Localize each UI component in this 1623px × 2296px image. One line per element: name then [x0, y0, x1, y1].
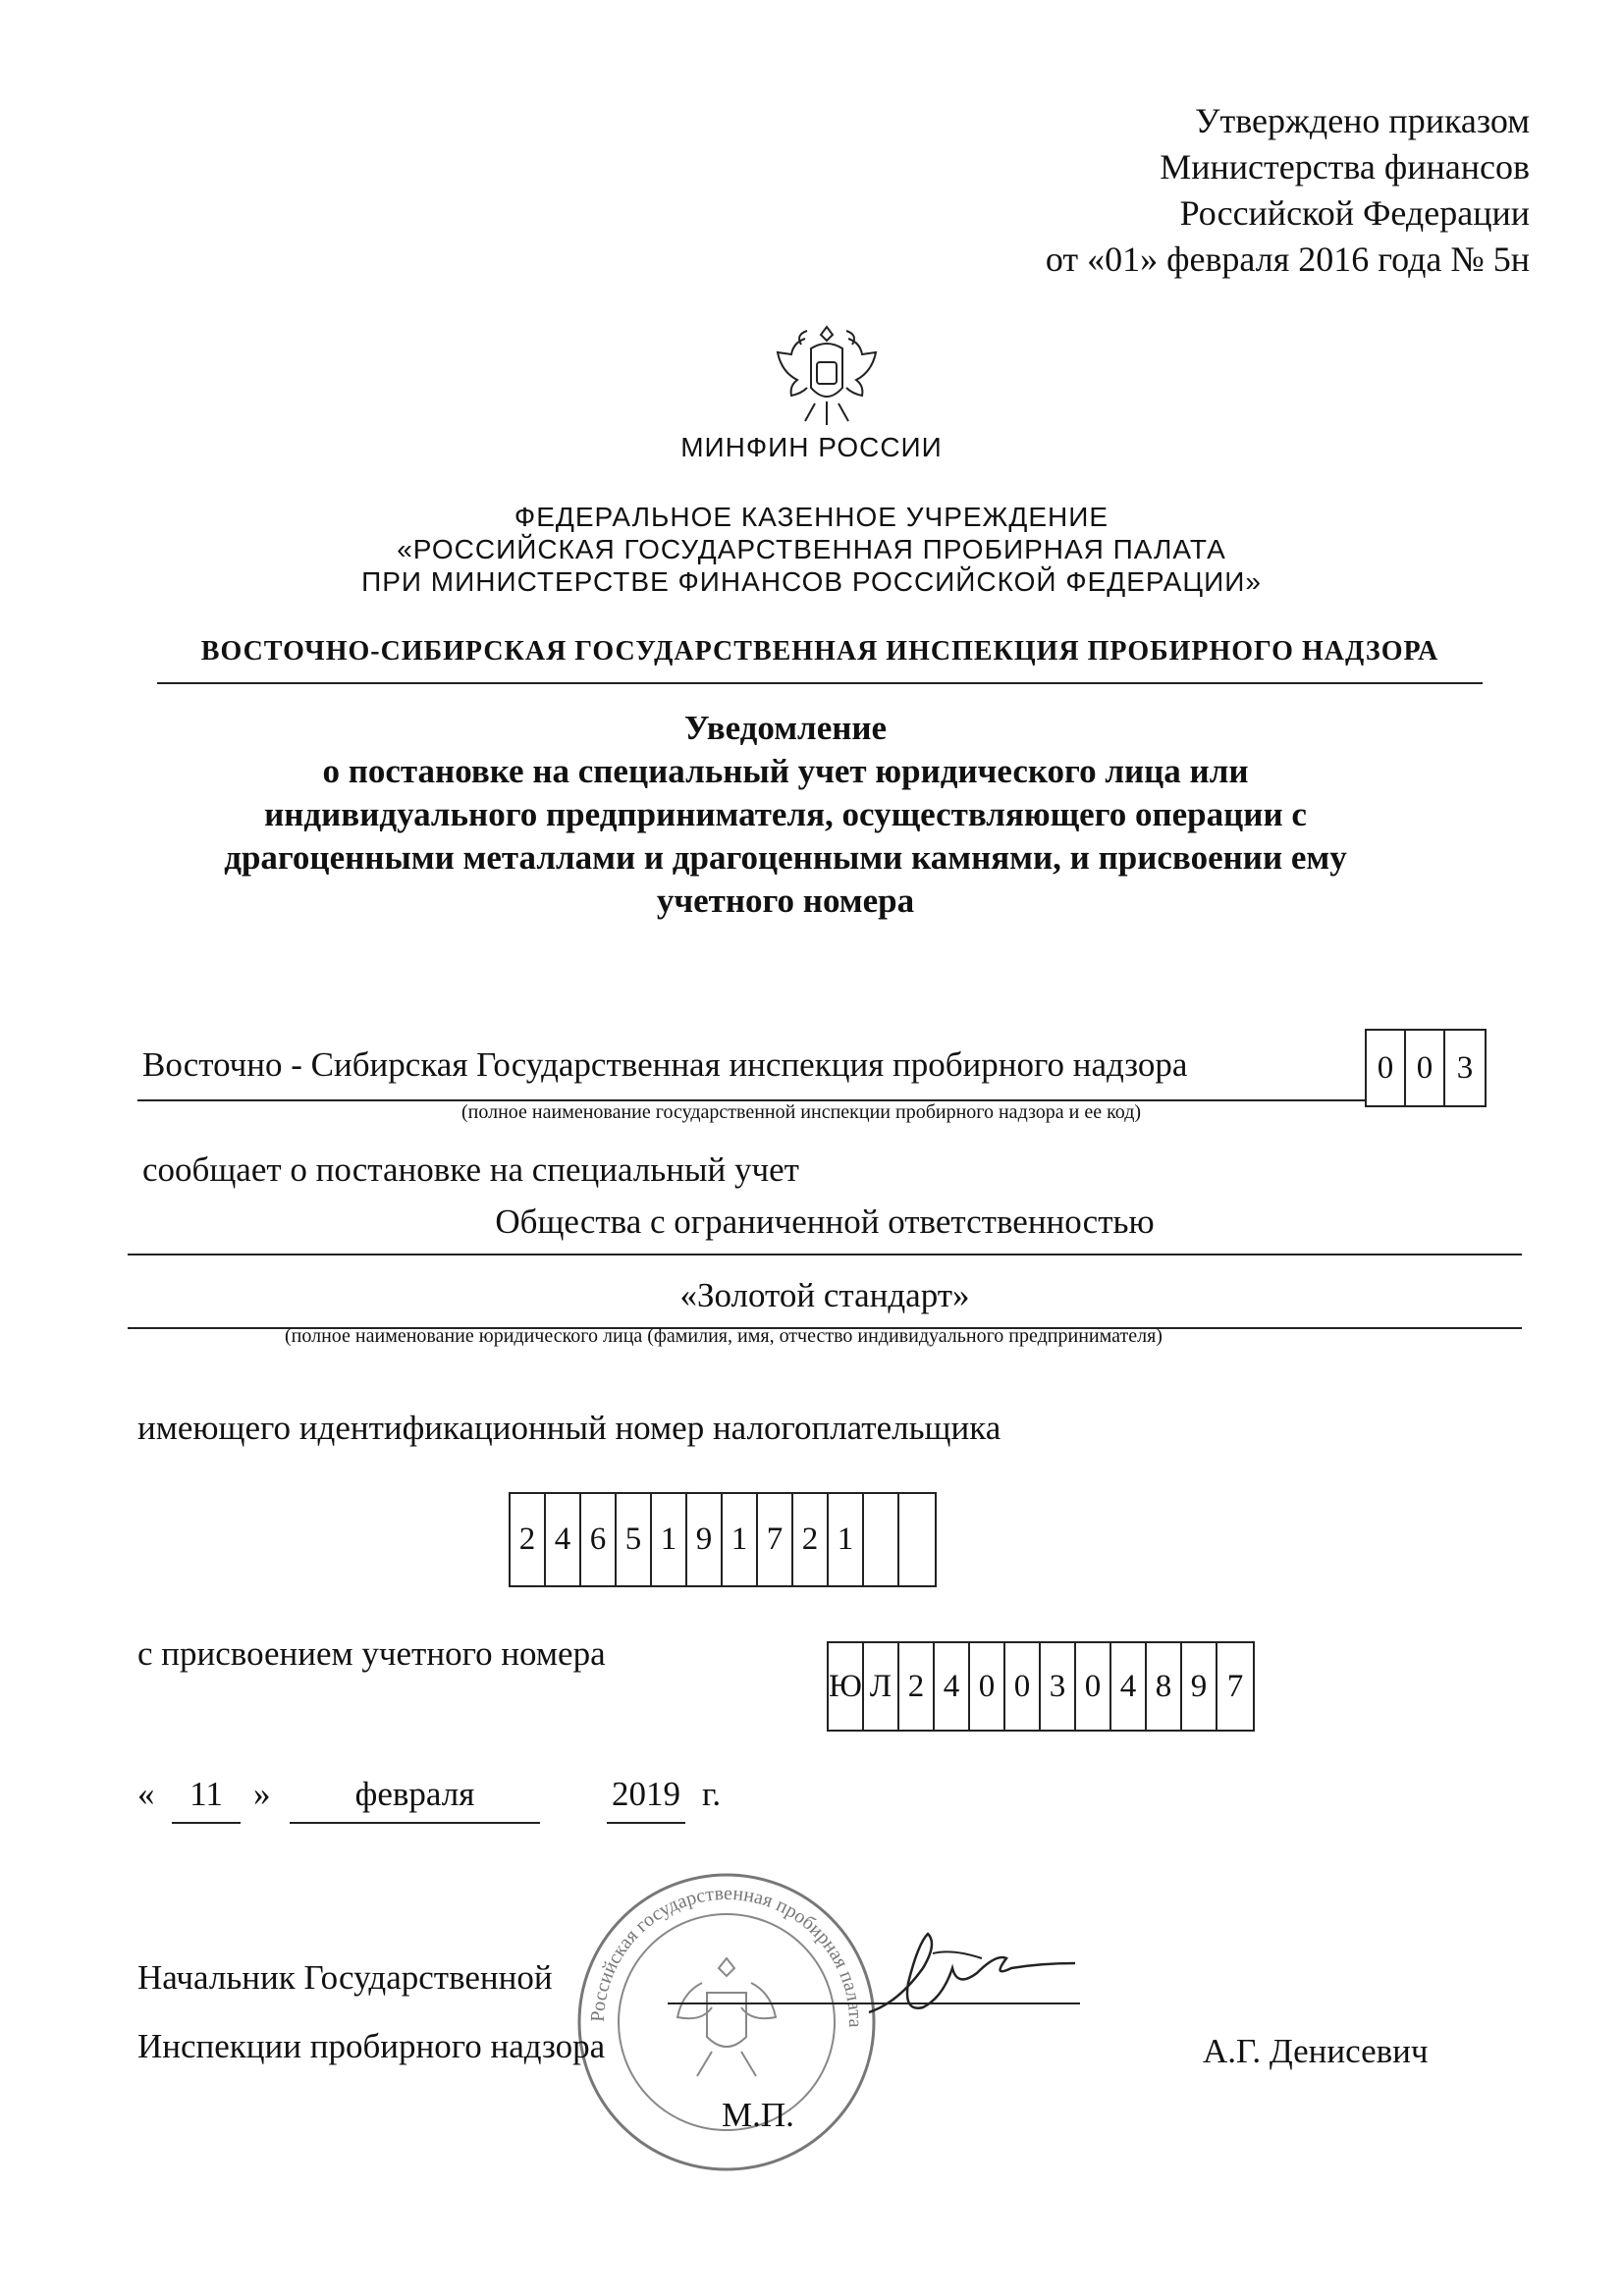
date-open-quote: «	[137, 1775, 155, 1813]
signature-line	[668, 2002, 1080, 2004]
title-line-4: драгоценными металлами и драгоценными камнями, и присвоении ему	[224, 838, 1347, 877]
signatory-name: А.Г. Денисевич	[1203, 2032, 1429, 2070]
inn-cell: 6	[581, 1494, 617, 1585]
approval-block	[1046, 98, 1530, 283]
svg-text:Российская государственная про	[587, 1883, 866, 2028]
position-line-1: Начальник Государственной	[137, 1958, 553, 1997]
code-cell: 0	[1406, 1031, 1445, 1105]
position-line-2: Инспекции пробирного надзора	[137, 2027, 606, 2065]
date-month: февраля	[290, 1775, 540, 1824]
approval-line-4: от «01» февраля 2016 года № 5н	[1045, 240, 1530, 279]
reg-cell: 0	[1005, 1643, 1041, 1730]
reg-number-cells	[827, 1641, 1255, 1732]
date-close-quote: »	[253, 1775, 271, 1813]
reports-text: сообщает о постановке на специальный учет	[142, 1150, 799, 1189]
title-line-1: Уведомление	[683, 709, 888, 747]
inn-cell: 2	[511, 1494, 546, 1585]
approval-line-3: Российской Федерации	[1179, 193, 1530, 233]
inn-cell: 4	[546, 1494, 581, 1585]
handwritten-signature	[864, 1924, 1080, 2032]
reg-cell: 4	[935, 1643, 970, 1730]
date-day: 11	[172, 1775, 241, 1824]
approval-line-2: Министерства финансов	[1160, 147, 1530, 187]
inspection-full-name: Восточно - Сибирская Государственная инспекция пробирного надзора	[142, 1045, 1188, 1084]
reg-cell: 4	[1111, 1643, 1147, 1730]
inn-cell: 1	[723, 1494, 758, 1585]
inn-label: имеющего идентификационный номер налогоплательщика	[137, 1409, 1001, 1447]
header-rule	[157, 682, 1483, 684]
reg-cell: 2	[899, 1643, 935, 1730]
stamp-text: Российская государственная пробирная палата	[586, 1882, 867, 2028]
ministry-name: МИНФИН РОССИИ	[680, 432, 943, 462]
inn-cell	[899, 1494, 935, 1585]
inspection-caption: (полное наименование государственной инспекции пробирного надзора и ее код)	[461, 1101, 1142, 1123]
reg-cell: 0	[970, 1643, 1005, 1730]
org-line-3: ПРИ МИНИСТЕРСТВЕ ФИНАНСОВ РОССИЙСКОЙ ФЕДЕРАЦИИ»	[361, 566, 1262, 597]
org-line-2: «РОССИЙСКАЯ ГОСУДАРСТВЕННАЯ ПРОБИРНАЯ ПАЛАТА	[397, 534, 1226, 564]
reg-cell: 8	[1147, 1643, 1182, 1730]
inspection-code-cells	[1365, 1029, 1487, 1107]
entity-line-1: Общества с ограниченной ответственностью	[128, 1202, 1522, 1255]
date-suffix: г.	[702, 1775, 722, 1813]
inn-cell: 5	[617, 1494, 652, 1585]
reg-label: с присвоением учетного номера	[137, 1634, 606, 1673]
inspection-heading: ВОСТОЧНО-СИБИРСКАЯ ГОСУДАРСТВЕННАЯ ИНСПЕКЦИЯ ПРОБИРНОГО НАДЗОРА	[200, 636, 1439, 667]
reg-cell: Ю	[829, 1643, 864, 1730]
organization-name	[0, 501, 1623, 598]
inn-cell: 1	[652, 1494, 687, 1585]
document-title	[98, 707, 1473, 923]
reg-cell: Л	[864, 1643, 899, 1730]
date-year: 2019	[607, 1775, 685, 1824]
seal-label: М.П.	[722, 2096, 794, 2134]
inn-cell: 7	[758, 1494, 793, 1585]
inn-cell	[864, 1494, 899, 1585]
inn-cells	[509, 1492, 937, 1587]
approval-line-1: Утверждено приказом	[1195, 101, 1530, 140]
inn-cell: 9	[687, 1494, 723, 1585]
entity-line-2: «Золотой стандарт»	[128, 1276, 1522, 1329]
inn-cell: 1	[829, 1494, 864, 1585]
inn-cell: 2	[793, 1494, 829, 1585]
reg-cell: 7	[1226, 1668, 1244, 1704]
code-cell: 0	[1367, 1031, 1406, 1105]
coat-of-arms-icon	[772, 319, 882, 437]
org-line-1: ФЕДЕРАЛЬНОЕ КАЗЕННОЕ УЧРЕЖДЕНИЕ	[514, 502, 1109, 532]
reg-cell: 3	[1041, 1643, 1076, 1730]
title-line-5: учетного номера	[656, 881, 915, 920]
code-cell: 3	[1456, 1049, 1474, 1086]
entity-caption: (полное наименование юридического лица (фамилия, имя, отчество индивидуального предпринимателя)	[285, 1325, 1163, 1347]
title-line-2: о постановке на специальный учет юридического лица или	[322, 752, 1249, 790]
title-line-3: индивидуального предпринимателя, осуществляющего операции с	[264, 795, 1307, 833]
reg-cell: 0	[1076, 1643, 1111, 1730]
reg-cell: 9	[1182, 1643, 1217, 1730]
